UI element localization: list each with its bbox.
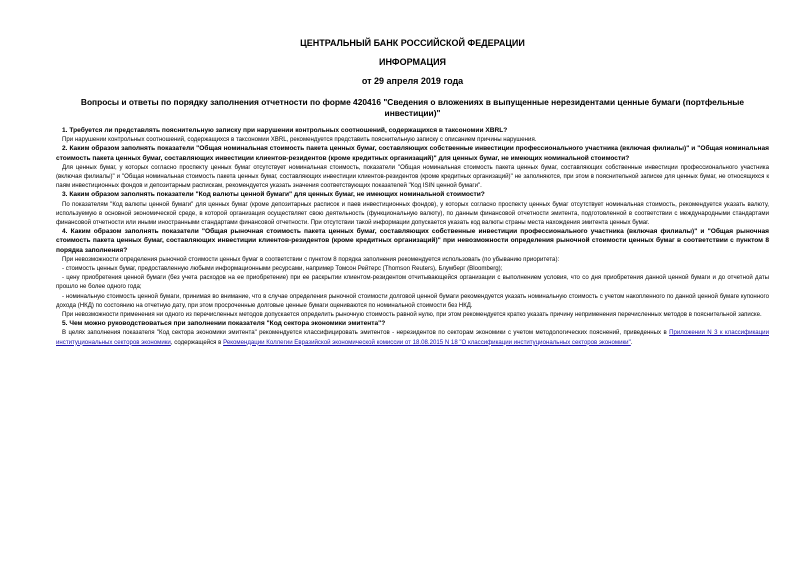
question-2: 2. Каким образом заполнять показатели "Общая номинальная стоимость пакета ценных бумаг, составляющих собственные инвестиции профессионального участника (включая филиалы)" и "Общая номинальная стоимость пакета ценных бумаг, составляющих инвестиции клиентов-резидентов (кроме кредитных организаций)" для ценных бумаг, не имеющих номинальной стоимости? bbox=[56, 145, 769, 162]
question-4: 4. Каким образом заполнять показатели "Общая рыночная стоимость пакета ценных бумаг, составляющих собственные инвестиции профессионального участника (включая филиалы)" и "Общая рыночная стоимость пакета ценных бумаг, составляющих инвестиции клиентов-резидентов (кроме кредитных организаций)" при невозможности определения рыночной стоимости ценных бумаг в соответствии с пунктом 8 порядка заполнения? bbox=[56, 228, 769, 254]
question-5: 5. Чем можно руководствоваться при заполнении показателя "Код сектора экономики эмитента"? bbox=[62, 320, 386, 328]
answer-5-text: . bbox=[630, 338, 633, 346]
answer-4-item: - номинальную стоимость ценной бумаги, принимая во внимание, что в случае определения рыночной стоимости долговой ценной бумаги рекомендуется указать номинальную стоимость с учетом накопленного по данной ценной бумаге купонного дохода (НКД) по состоянию на отчетную дату, при этом просроченные долговые ценные бумаги оцениваются по номинальной стоимости без НКД. bbox=[56, 292, 769, 309]
question-1: 1. Требуется ли представлять пояснительную записку при нарушении контрольных соотношений, содержащихся в таксономии XBRL? bbox=[62, 127, 508, 134]
document-date: от 29 апреля 2019 года bbox=[361, 76, 464, 86]
answer-5 bbox=[56, 328, 769, 346]
answer-5-text: , содержащейся в bbox=[170, 338, 224, 346]
answer-4-outro: При невозможности применения ни одного из перечисленных методов допускается определить рыночную стоимость равной нулю, при этом рекомендуется кратко указать причину неприменения перечисленных методов в пояснительной записке. bbox=[62, 311, 762, 319]
document-body bbox=[56, 126, 769, 347]
bank-name-heading: ЦЕНТРАЛЬНЫЙ БАНК РОССИЙСКОЙ ФЕДЕРАЦИИ bbox=[300, 38, 525, 48]
appendix-3-link[interactable]: Приложении N 3 к классификации институциональных секторов экономики bbox=[56, 329, 769, 346]
document-type-heading: ИНФОРМАЦИЯ bbox=[378, 57, 447, 67]
answer-4-item: - цену приобретения ценной бумаги (без учета расходов на ее приобретение) при ее раскрытии клиентом-резидентом отчитывающейся организации с выполнением условия, что со дня приобретения данной ценной бумаги и до отчетной даты прошло не более одного года; bbox=[56, 274, 769, 291]
answer-4-item: - стоимость ценных бумаг, предоставленную любыми информационными ресурсами, например Томсон Рейтерс (Thomson Reuters), Блумберг (Bloomberg); bbox=[62, 265, 503, 273]
answer-2: Для ценных бумаг, у которых согласно проспекту ценных бумаг отсутствует номинальная стоимость, показатели "Общая номинальная стоимость пакета ценных бумаг, составляющих собственные инвестиции профессионального участника (включая филиалы)" и "Общая номинальная стоимость пакета ценных бумаг, составляющих инвестиции клиентов-резидентов (кроме кредитных организаций)" не заполняются, при этом в пояснительной записке для ценных бумаг, не относящихся к паям инвестиционных фондов и депозитарным распискам, рекомендуется указать значения соответствующих показателей "Код ISIN ценной бумаги". bbox=[56, 163, 769, 190]
answer-5-text: В целях заполнения показателя "Код сектора экономики эмитента" рекомендуется классифицировать эмитентов - нерезидентов по секторам экономики с учетом методологических пояснений, приведенных в bbox=[62, 329, 670, 337]
answer-3: По показателям "Код валюты ценной бумаги" для ценных бумаг (кроме депозитарных расписок и паев инвестиционных фондов), у которых согласно проспекту ценных бумаг отсутствует номинальная стоимость, рекомендуется указать валюту, используемую в основной экономической среде, в которой организация осуществляет свою деятельность (функциональную валюту), по данным финансовой отчетности эмитента, подготовленной в соответствии с международными стандартами финансовой отчетности или иными иностранными стандартами финансовой отчетности. При отсутствии такой информации допускается указать код валюты страны места нахождения эмитента ценных бумаг. bbox=[56, 200, 769, 227]
eec-recommendation-link[interactable]: Рекомендации Коллегии Евразийской экономической комиссии от 18.08.2015 N 18 "О классификации институциональных секторов экономики" bbox=[223, 338, 631, 346]
document-title: Вопросы и ответы по порядку заполнения отчетности по форме 420416 "Сведения о вложениях в выпущенные нерезидентами ценные бумаги (портфельные инвестиции)" bbox=[80, 97, 745, 118]
answer-1: При нарушении контрольных соотношений, содержащихся в таксономии XBRL, рекомендуется представить пояснительную записку с описанием причины нарушения. bbox=[62, 136, 537, 144]
question-3: 3. Каким образом заполнять показатели "Код валюты ценной бумаги" для ценных бумаг, не имеющих номинальной стоимости? bbox=[62, 191, 485, 199]
answer-4-intro: При невозможности определения рыночной стоимости ценных бумаг в соответствии с пунктом 8 порядка заполнения рекомендуется использовать (по убыванию приоритета): bbox=[62, 255, 560, 263]
